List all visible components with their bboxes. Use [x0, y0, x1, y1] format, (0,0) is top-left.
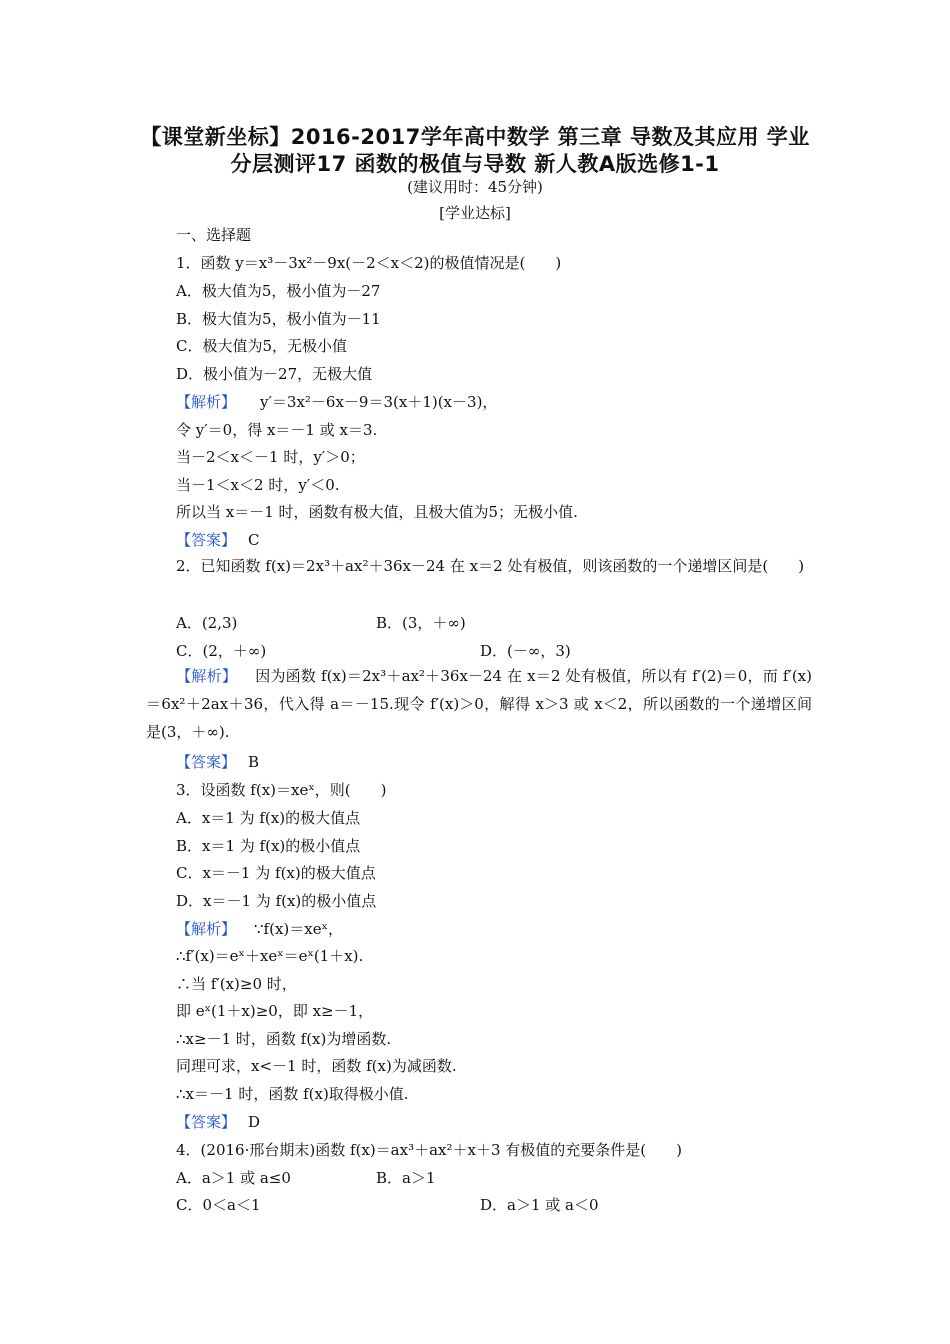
q3-answer-tag: 【答案】	[176, 1113, 237, 1131]
q1-analysis-tag: 【解析】	[176, 393, 237, 411]
q3-analysis-step: ∴x≥－1 时，函数 f(x)为增函数.	[176, 1030, 392, 1048]
q1-option-a: A．极大值为5，极小值为－27	[176, 282, 381, 300]
q1-analysis-line	[176, 392, 497, 412]
q3-option-a: A．x＝1 为 f(x)的极大值点	[176, 809, 361, 827]
q3-analysis-step: ∴当 f′(x)≥0 时，	[176, 975, 297, 993]
time-note: (建议用时：45分钟)	[407, 178, 543, 196]
q2-option-c: C．(2，＋∞)	[176, 642, 267, 660]
q1-answer-tag: 【答案】	[176, 531, 237, 549]
q1-option-d: D．极小值为－27，无极大值	[176, 365, 373, 383]
q3-option-b: B．x＝1 为 f(x)的极小值点	[176, 837, 361, 855]
q3-analysis-step: 同理可求，x<－1 时，函数 f(x)为减函数.	[176, 1057, 457, 1075]
q4-stem: 4．(2016·邢台期末)函数 f(x)＝ax³＋ax²＋x＋3 有极值的充要条件是( )	[176, 1141, 682, 1159]
q3-analysis-step: ∴x＝－1 时，函数 f(x)取得极小值.	[176, 1085, 409, 1103]
q2-answer-tag: 【答案】	[176, 753, 237, 771]
q4-option-b: B．a＞1	[376, 1169, 436, 1187]
q1-analysis-step: 所以当 x＝－1 时，函数有极大值，且极大值为5；无极小值.	[176, 503, 578, 521]
q4-option-d: D．a＞1 或 a＜0	[480, 1196, 599, 1214]
q3-option-d: D．x＝－1 为 f(x)的极小值点	[176, 892, 377, 910]
q3-analysis-line	[176, 919, 343, 939]
q2-answer: B	[248, 753, 260, 771]
q2-analysis-text: 因为函数 f(x)＝2x³＋ax²＋36x－24 在 x＝2 处有极值，所以有 f′(2)＝0，而 f′(x)＝6x²＋2ax＋36，代入得 a＝－15.现令 f′(x)＞0，解得 x＞3 或 x＜2，所以函数的一个递增区间是(3，＋∞).	[146, 667, 812, 741]
q1-answer-line	[176, 530, 260, 550]
q1-answer: C	[248, 531, 260, 549]
q3-analysis-text: ∵f(x)＝xeˣ，	[254, 920, 343, 938]
q2-analysis	[146, 662, 812, 746]
q3-analysis-tag: 【解析】	[176, 920, 237, 938]
q4-option-c: C．0＜a＜1	[176, 1196, 261, 1214]
document-title: 【课堂新坐标】2016-2017学年高中数学 第三章 导数及其应用 学业分层测评17 函数的极值与导数 新人教A版选修1-1	[140, 125, 810, 176]
q2-option-b: B．(3，＋∞)	[376, 614, 466, 632]
q3-answer-line	[176, 1112, 260, 1132]
q2-option-d: D．(－∞，3)	[480, 642, 571, 660]
q2-analysis-tag: 【解析】	[176, 667, 238, 685]
q1-option-c: C．极大值为5，无极小值	[176, 337, 348, 355]
part-heading: 一、选择题	[176, 226, 252, 244]
q3-analysis-step: 即 eˣ(1＋x)≥0，即 x≥－1，	[176, 1002, 374, 1020]
q3-option-c: C．x＝－1 为 f(x)的极大值点	[176, 864, 376, 882]
q1-analysis-step: 当－1＜x＜2 时，y′＜0.	[176, 476, 340, 494]
q1-option-b: B．极大值为5，极小值为－11	[176, 310, 381, 328]
q2-option-a: A．(2,3)	[176, 614, 238, 632]
section-heading: [学业达标]	[439, 204, 511, 222]
q4-option-a: A．a＞1 或 a≤0	[176, 1169, 291, 1187]
q2-answer-line	[176, 752, 259, 772]
q2-stem: 2．已知函数 f(x)＝2x³＋ax²＋36x－24 在 x＝2 处有极值，则该函数的一个递增区间是( )	[176, 557, 805, 575]
q1-analysis-step: 令 y′＝0，得 x＝－1 或 x＝3.	[176, 421, 378, 439]
q1-analysis-step: 当－2＜x＜－1 时，y′＞0；	[176, 448, 365, 466]
q1-stem: 1．函数 y＝x³－3x²－9x(－2＜x＜2)的极值情况是( )	[176, 254, 562, 272]
q3-answer: D	[248, 1113, 261, 1131]
q3-analysis-step: ∴f′(x)＝eˣ＋xeˣ＝eˣ(1＋x).	[176, 947, 364, 965]
q1-analysis-text: y′＝3x²－6x－9＝3(x＋1)(x－3)，	[260, 393, 498, 411]
q3-stem: 3．设函数 f(x)＝xeˣ，则( )	[176, 781, 387, 799]
